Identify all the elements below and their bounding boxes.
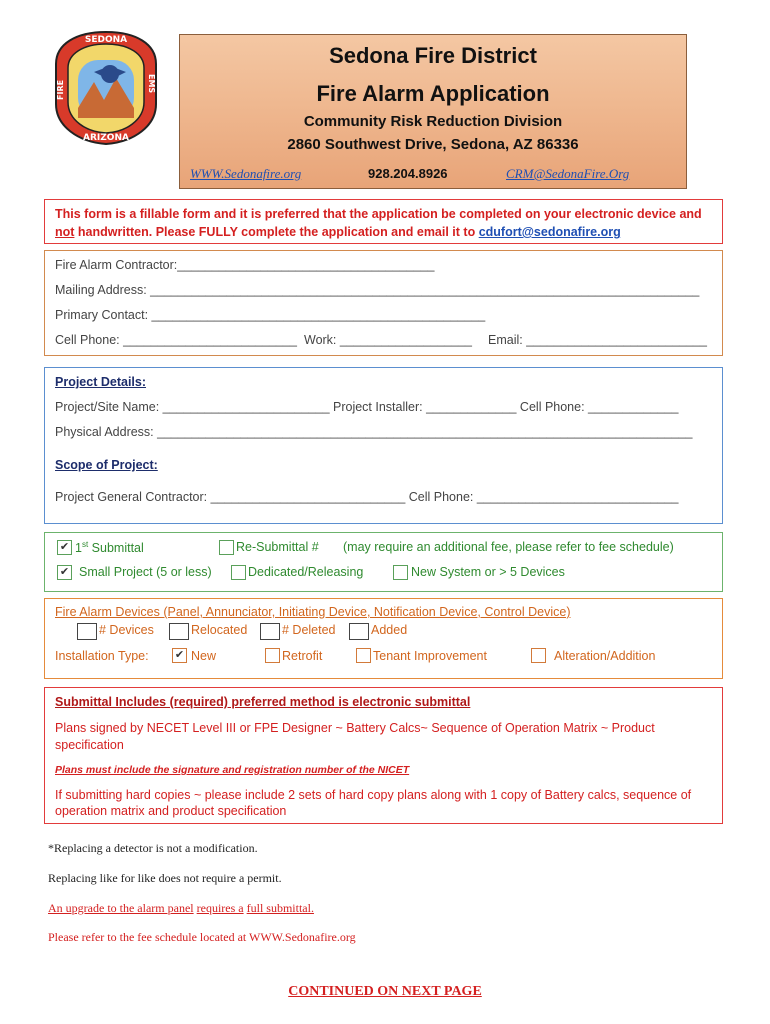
cell-phone-field[interactable]: Cell Phone: _________________________ — [55, 333, 297, 347]
district-title: Sedona Fire District — [329, 43, 537, 68]
contractor-section — [44, 250, 723, 356]
email-link[interactable]: CRM@SedonaFire.Org — [506, 166, 630, 181]
fee-schedule-note: Please refer to the fee schedule located at WWW.Sedonafire.org — [48, 930, 356, 944]
retrofit-checkbox[interactable] — [265, 648, 280, 663]
header-box — [179, 34, 687, 189]
logo-right-text: EMS — [147, 74, 156, 94]
like-for-like-note: Replacing like for like does not require a permit. — [48, 871, 282, 885]
alteration-checkbox[interactable] — [531, 648, 546, 663]
hard-copy-line1: If submitting hard copies ~ please include 2 sets of hard copy plans along with 1 copy of Battery calcs, sequence of — [55, 788, 692, 802]
phone-number: 928.204.8926 — [368, 166, 448, 181]
district-address: 2860 Southwest Drive, Sedona, AZ 86336 — [287, 136, 579, 153]
logo-top-text: SEDONA — [84, 35, 128, 45]
installation-type-label: Installation Type: — [55, 649, 149, 663]
dedicated-checkbox[interactable] — [231, 565, 246, 580]
submittal-includes-section — [44, 687, 723, 824]
resubmittal-label: Re-Submittal # — [236, 540, 319, 554]
sedona-fire-logo — [54, 30, 158, 146]
tenant-improvement-checkbox[interactable] — [356, 648, 371, 663]
new-system-label: New System or > 5 Devices — [411, 565, 565, 579]
work-phone-field[interactable]: Work: ___________________ — [304, 333, 472, 347]
first-submittal-label: 1st Submittal — [75, 540, 144, 556]
retrofit-label: Retrofit — [282, 649, 323, 663]
devices-heading: Fire Alarm Devices (Panel, Annunciator, Initiating Device, Notification Device, Control Device) — [55, 605, 571, 619]
new-install-label: New — [191, 649, 217, 663]
nicet-requirement: Plans must include the signature and registration number of the NICET — [55, 764, 410, 776]
deleted-box[interactable] — [260, 623, 280, 640]
small-project-label: Small Project (5 or less) — [79, 565, 212, 579]
project-site-name-field[interactable]: Project/Site Name: ________________________ Project Installer: _____________ Cell Phone: _____________ — [55, 400, 679, 414]
small-project-checkbox[interactable]: ✔ — [57, 565, 72, 580]
primary-contact-field[interactable]: Primary Contact: ________________________________________________ — [55, 308, 486, 322]
tenant-improvement-label: Tenant Improvement — [373, 649, 487, 663]
project-details-heading: Project Details: — [55, 375, 147, 389]
physical-address-field[interactable]: Physical Address: _____________________________________________________________________________ — [55, 425, 693, 439]
notice-not-word: not — [55, 225, 75, 239]
added-label: Added — [371, 623, 408, 637]
resubmittal-checkbox[interactable] — [219, 540, 234, 555]
fire-alarm-contractor-field[interactable]: Fire Alarm Contractor:_____________________________________ — [55, 258, 435, 272]
detector-note: *Replacing a detector is not a modification. — [48, 841, 258, 855]
continued-next-page: CONTINUED ON NEXT PAGE — [288, 984, 482, 999]
plans-requirement-line2: specification — [55, 738, 124, 752]
form-title: Fire Alarm Application — [316, 81, 550, 106]
includes-heading: Submittal Includes (required) preferred method is electronic submittal — [55, 695, 471, 709]
fee-note: (may require an additional fee, please refer to fee schedule) — [343, 540, 674, 554]
plans-requirement-line1: Plans signed by NECET Level III or FPE Designer ~ Battery Calcs~ Sequence of Operation Matrix ~ Product — [55, 721, 655, 735]
project-section — [44, 367, 723, 524]
num-devices-box[interactable] — [77, 623, 97, 640]
first-submittal-checkbox[interactable]: ✔ — [57, 540, 72, 555]
num-devices-label: # Devices — [99, 623, 154, 637]
notice-email-link[interactable]: cdufort@sedonafire.org — [478, 225, 621, 239]
mailing-address-field[interactable]: Mailing Address: _______________________________________________________________________________ — [55, 283, 700, 297]
relocated-label: Relocated — [191, 623, 248, 637]
deleted-label: # Deleted — [282, 623, 336, 637]
new-install-checkbox[interactable]: ✔ — [172, 648, 187, 663]
hard-copy-line2: operation matrix and product specification — [55, 804, 287, 818]
relocated-box[interactable] — [169, 623, 189, 640]
website-link[interactable]: WWW.Sedonafire.org — [190, 166, 302, 181]
new-system-checkbox[interactable] — [393, 565, 408, 580]
contractor-email-field[interactable]: Email: __________________________ — [488, 333, 707, 347]
added-box[interactable] — [349, 623, 369, 640]
alteration-label: Alteration/Addition — [554, 649, 656, 663]
logo-left-text: FIRE — [56, 79, 65, 100]
dedicated-label: Dedicated/Releasing — [248, 565, 364, 579]
upgrade-note: An upgrade to the alarm panel requires a full submittal. — [48, 901, 314, 915]
scope-heading: Scope of Project: — [55, 458, 158, 472]
logo-bottom-text: ARIZONA — [83, 133, 129, 143]
general-contractor-field[interactable]: Project General Contractor: ____________________________ Cell Phone: _____________________________ — [55, 490, 679, 504]
fillable-notice — [44, 199, 723, 244]
division-name: Community Risk Reduction Division — [303, 113, 563, 130]
notice-text: This form is a fillable form and it is preferred that the application be completed on your electronic device and not handwritten. Please FULLY complete the application and email it to cdufort@sedonafire.org — [55, 207, 702, 239]
submittal-section — [44, 532, 723, 592]
devices-section — [44, 598, 723, 679]
